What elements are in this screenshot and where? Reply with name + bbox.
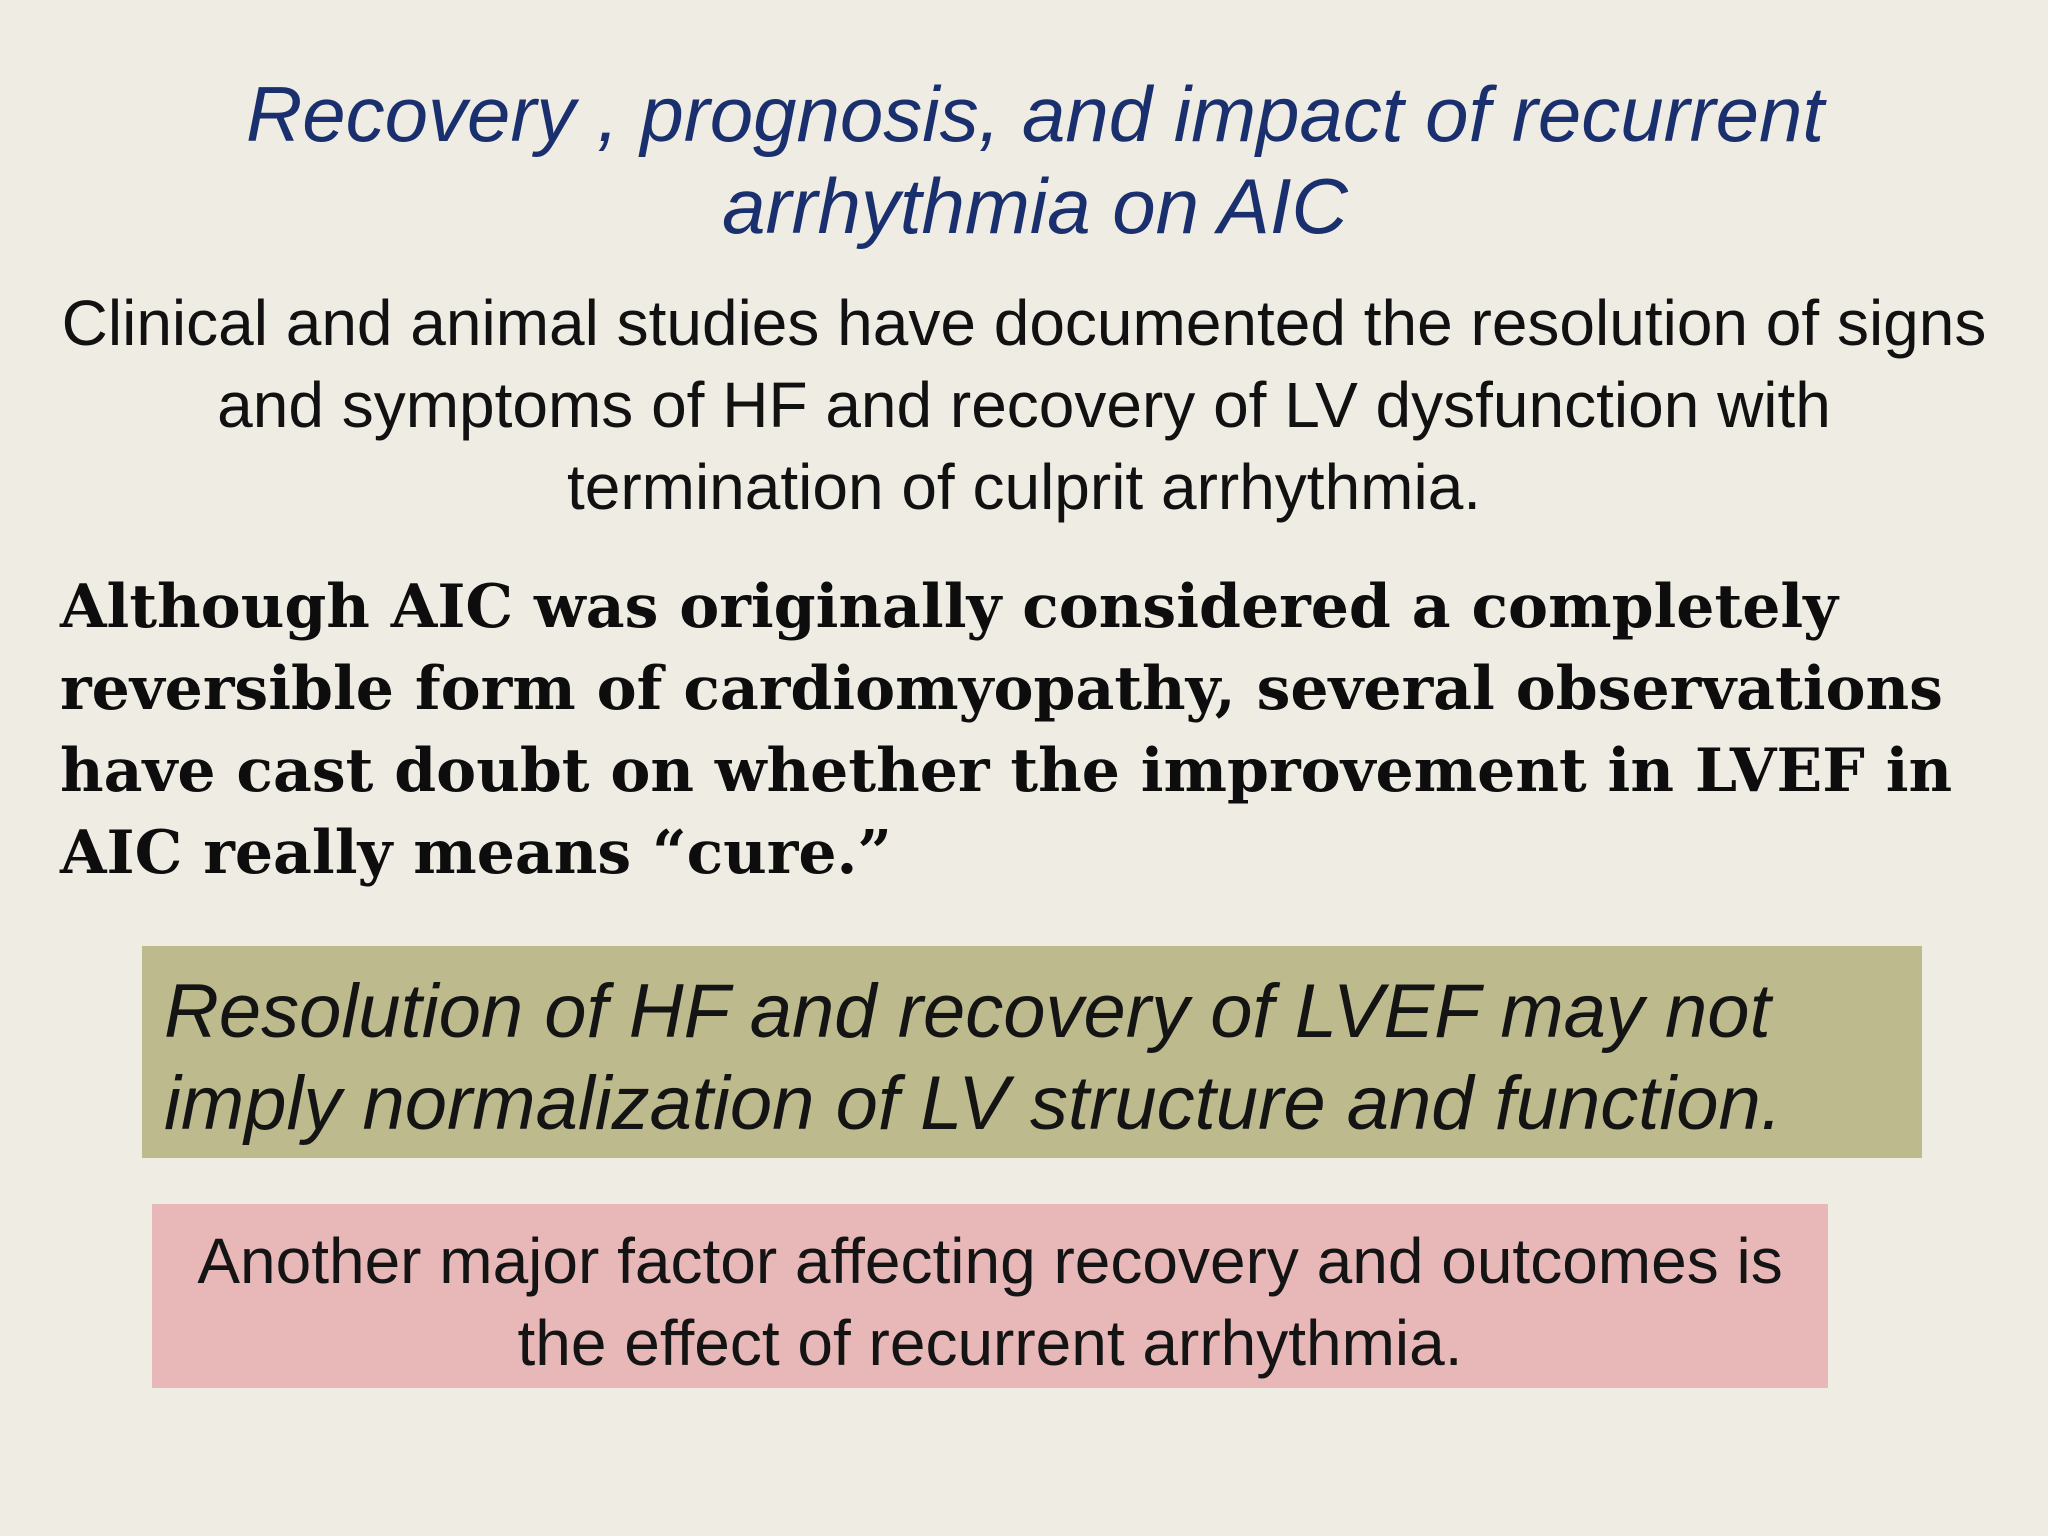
highlight-box bbox=[142, 946, 1922, 1158]
highlight-box-text: Resolution of HF and recovery of LVEF may not imply normalization of LV structure and function. bbox=[164, 969, 1782, 1146]
lead-paragraph: Clinical and animal studies have documented the resolution of signs and symptoms of HF and recovery of LV dysfunction with termination of culprit arrhythmia. bbox=[61, 287, 1987, 523]
bold-paragraph: Although AIC was originally considered a completely reversible form of cardiomyopathy, several observations have cast doubt on whether the improvement in LVEF in AIC really means “cure.” bbox=[60, 572, 1953, 888]
note-box bbox=[152, 1204, 1828, 1388]
note-box-text: Another major factor affecting recovery and outcomes is the effect of recurrent arrhythmia. bbox=[197, 1225, 1783, 1379]
slide-title: Recovery , prognosis, and impact of recurrent arrhythmia on AIC bbox=[245, 70, 1825, 250]
